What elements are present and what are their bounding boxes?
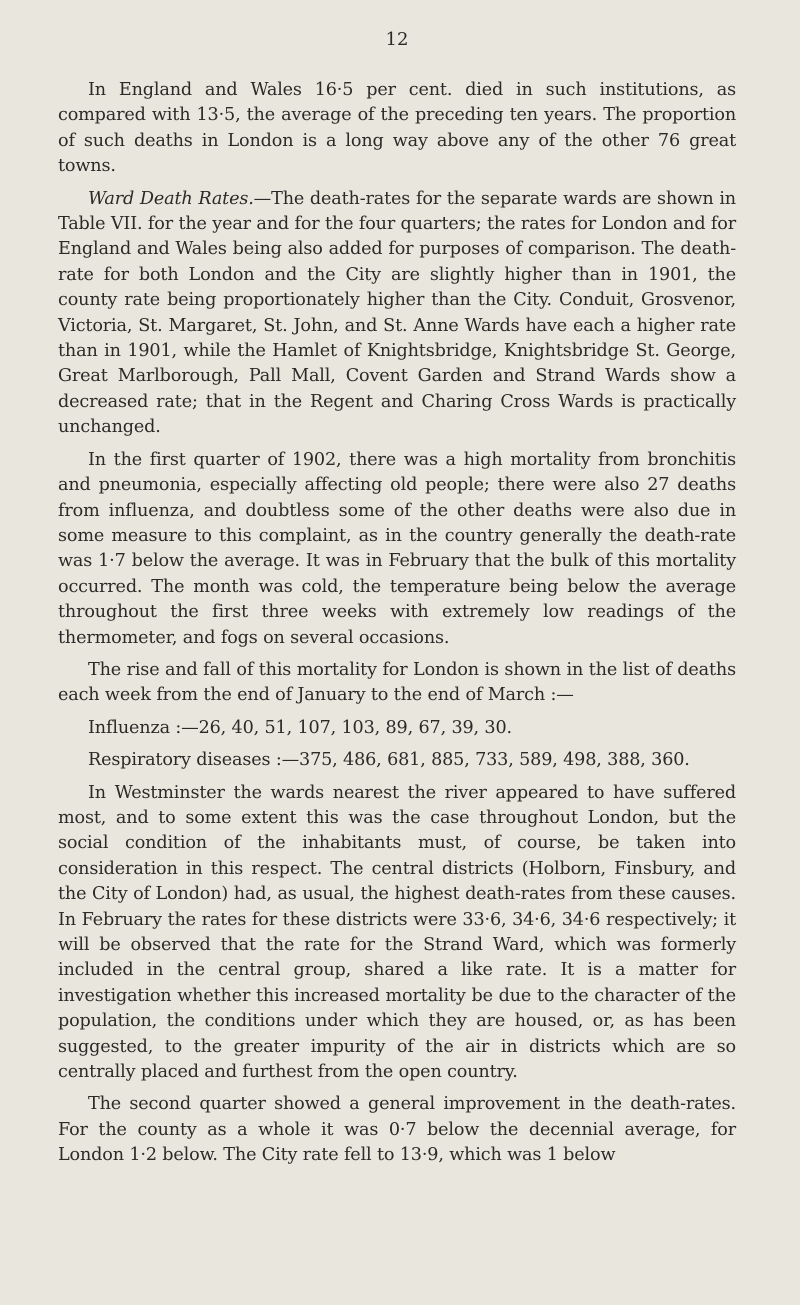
paragraph-first-quarter (58, 448, 736, 651)
paragraph-text: The rise and fall of this mortality for London is shown in the list of deaths each week from the end of January to the end of March :— (58, 659, 736, 706)
paragraph-ward-death-rates (58, 187, 736, 441)
paragraph-text: In England and Wales 16·5 per cent. died in such institutions, as compared with 13·5, the average of the preceding ten years. The proportion of such deaths in London is a long way above any of the other 76 great towns. (58, 80, 736, 177)
page-number: 12 (385, 29, 409, 50)
paragraph-institutions (58, 78, 736, 180)
paragraph-westminster (58, 781, 736, 1086)
influenza-weekly-deaths: Influenza :—26, 40, 51, 107, 103, 89, 67, 39, 30. (88, 717, 512, 738)
section-lead-heading: Ward Death Rates. (88, 188, 254, 209)
paragraph-text: In the first quarter of 1902, there was a high mortality from bronchitis and pneumonia, especially affecting old people; there were also 27 deaths from influenza, and doubtless some of the other deaths were also due in some measure to this complaint, as in the country generally the death-rate was 1·7 below the average. It was in February that the bulk of this mortality occurred. The month was cold, the temperature being below the average throughout the first three weeks with extremely low readings of the thermometer, and fogs on several occasions. (58, 449, 736, 648)
respiratory-weekly-deaths: Respiratory diseases :—375, 486, 681, 885, 733, 589, 498, 388, 360. (88, 750, 690, 771)
paragraph-rise-and-fall (58, 658, 736, 709)
paragraph-text: In Westminster the wards nearest the river appeared to have suffered most, and to some extent this was the case throughout London, but the social condition of the inhabitants must, of course, be taken into consideration in this respect. The central districts (Holborn, Finsbury, and the City of London) had, as usual, the highest death-rates from these causes. In February the rates for these districts were 33·6, 34·6, 34·6 respectively; it will be observed that the rate for the Strand Ward, which was formerly included in the central group, shared a like rate. It is a matter for investigation whether this increased mortality be due to the character of the population, the conditions under which they are housed, or, as has been suggested, to the greater impurity of the air in districts which are so centrally placed and furthest from the open country. (58, 782, 736, 1083)
paragraph-second-quarter (58, 1092, 736, 1168)
paragraph-text: The second quarter showed a general improvement in the death-rates. For the county as a whole it was 0·7 below the decennial average, for London 1·2 below. The City rate fell to 13·9, which was 1 below (58, 1094, 736, 1166)
paragraph-text: —The death-rates for the separate wards are shown in Table VII. for the year and for the four quarters; the rates for London and for England and Wales being also added for purposes of comparison. The death-rate for both London and the City are slightly higher than in 1901, the county rate being proportionately higher than the City. Conduit, Grosvenor, Victoria, St. Margaret, St. John, and St. Anne Wards have each a higher rate than in 1901, while the Hamlet of Knightsbridge, Knightsbridge St. George, Great Marlborough, Pall Mall, Covent Garden and Strand Wards show a decreased rate; that in the Regent and Charing Cross Wards is practically unchanged. (58, 188, 736, 438)
